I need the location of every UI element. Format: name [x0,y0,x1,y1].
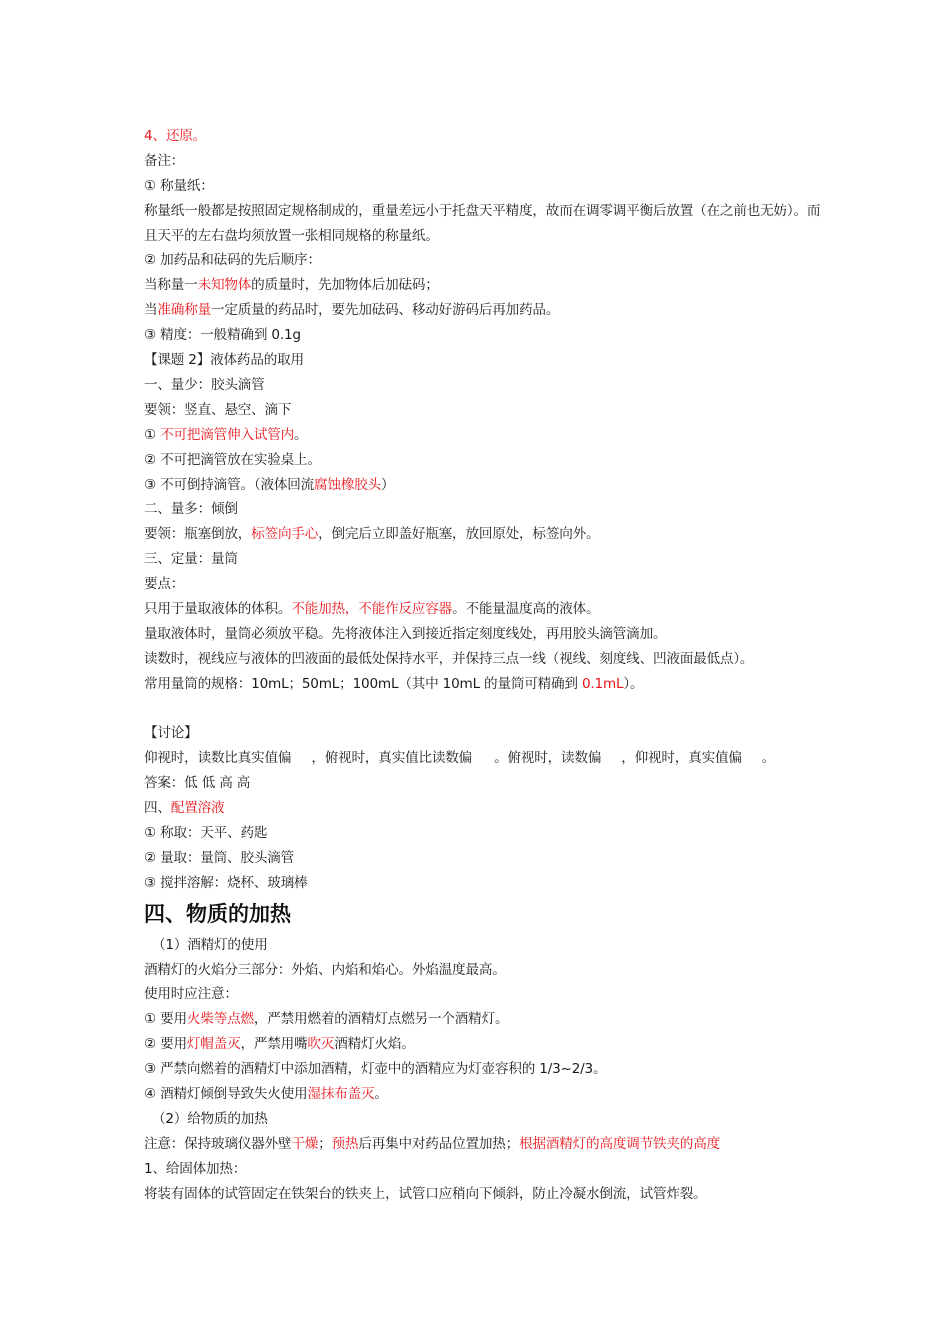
usage-notes-heading: 使用时应注意： [144,986,238,1003]
text-segment: ① 要用 [144,1011,187,1028]
solution-step-3: ③ 搅拌溶解：烧杯、玻璃棒 [144,874,308,891]
highlight-text: 火柴等点燃 [186,1011,254,1028]
text-segment: ； [318,1135,332,1152]
highlight-text: 准确称量 [157,302,211,319]
flame-parts: 酒精灯的火焰分三部分：外焰、内焰和焰心。外焰温度最高。 [144,961,506,978]
text-segment: 的质量时，先加物体后加砝码； [251,277,439,294]
highlight-text: 灯帽盖灭 [186,1036,241,1053]
text-segment: 。 [294,426,308,443]
discussion-heading: 【讨论】 [144,725,198,742]
discussion-question [144,746,824,771]
blank-line [144,697,824,722]
solution-step-2: ② 量取：量筒、胶头滴管 [144,849,295,866]
text-segment: 酒精灯火焰。 [334,1036,415,1053]
order-heading: ② 加药品和砝码的先后顺序： [144,252,321,269]
cylinder-measuring: 量取液体时，量筒必须放平稳。先将液体注入到接近指定刻度线处，再用胶头滴管滴加。 [144,625,667,642]
text-segment: ④ 酒精灯倾倒导致失火使用 [144,1085,308,1102]
text-segment: 。 [761,750,776,767]
step-4-restore: 4、还原。 [144,128,207,144]
order-accurate-weighing [144,298,824,323]
highlight-text: 0.1mL [581,675,624,692]
cylinder-reading: 读数时，视线应与液体的凹液面的最低处保持水平，并保持三点一线（视线、刻度线、凹液面最低点）。 [144,650,754,667]
text-segment: ） [381,476,395,493]
highlight-text: 标签向手心 [251,526,319,543]
text-segment: 要领：瓶塞倒放， [144,526,252,543]
small-amount-heading: 一、量少：胶头滴管 [144,376,265,393]
text-segment: 当称量一 [144,277,198,294]
large-amount-heading: 二、量多：倾倒 [144,501,238,518]
solution-step-1: ① 称取：天平、药匙 [144,824,268,841]
solution-heading [144,796,824,821]
highlight-text: 根据酒精灯的高度调节铁夹的高度 [519,1135,720,1152]
text-segment: ，严禁用嘴 [240,1036,308,1053]
document-content [144,124,824,1206]
precision-note: ③ 精度：一般精确到 0.1g [144,327,301,344]
cylinder-usage [144,597,824,622]
lamp-rule-2 [144,1032,824,1057]
text-segment: ① [144,426,161,443]
highlight-text: 湿抹布盖灭 [307,1085,375,1102]
text-segment: ，仰视时，真实值偏 [621,750,742,767]
text-segment: 当 [144,302,158,319]
heating-substances-heading: （2）给物质的加热 [152,1110,268,1127]
highlight-text: 吹灭 [307,1036,335,1053]
text-segment: 一定质量的药品时，要先加砝码、移动好游码后再加药品。 [210,302,560,319]
text-segment: ，严禁用燃着的酒精灯点燃另一个酒精灯。 [253,1011,509,1028]
text-segment: 常用量筒的规格：10mL；50mL；100mL（其中 10mL 的量筒可精确到 [144,675,582,692]
highlight-text: 未知物体 [197,277,252,294]
text-segment: 只用于量取液体的体积。 [144,600,292,617]
dropper-rule-2: ② 不可把滴管放在实验桌上。 [144,451,321,468]
highlight-text: 干燥 [291,1135,319,1152]
text-segment: 。俯视时，读数偏 [494,750,602,767]
lamp-rule-3: ③ 严禁向燃着的酒精灯中添加酒精，灯壶中的酒精应为灯壶容积的 1/3~2/3。 [144,1061,607,1078]
discussion-answer: 答案：低 低 高 高 [144,775,251,792]
weighing-paper-paragraph: 称量纸一般都是按照固定规格制成的，重量差远小于托盘天平精度，故而在调零调平衡后放置（在之前也无妨）。而且天平的左右盘均须放置一张相同规格的称量纸。 [144,202,821,244]
order-unknown-object [144,273,824,298]
text-segment: 仰视时，读数比真实值偏 [144,750,292,767]
text-segment: ）。 [623,675,644,692]
pouring-key-points [144,522,824,547]
text-segment: 。不能量温度高的液体。 [452,600,600,617]
lamp-rule-1 [144,1007,824,1032]
solid-heating-paragraph: 将装有固体的试管固定在铁架台的铁夹上，试管口应稍向下倾斜，防止冷凝水倒流，试管炸裂。 [144,1185,707,1202]
text-segment: 注意：保持玻璃仪器外壁 [144,1135,292,1152]
solid-heating-heading: 1、给固体加热： [144,1160,247,1177]
text-segment: 。 [374,1085,388,1102]
text-segment: ，倒完后立即盖好瓶塞，放回原处，标签向外。 [318,526,600,543]
highlight-text: 预热 [331,1135,359,1152]
note-weighing-paper: ① 称量纸： [144,177,214,194]
alcohol-lamp-heading: （1）酒精灯的使用 [152,936,268,953]
heating-notes [144,1132,824,1157]
note-heading: 备注： [144,152,185,169]
lamp-rule-4 [144,1082,824,1107]
highlight-text: 不可把滴管伸入试管内 [160,426,295,443]
text-segment: 四、 [144,800,171,817]
topic-2-title: 【课题 2】液体药品的取用 [144,352,304,369]
cylinder-specs [144,672,824,697]
key-points-label: 要点： [144,576,185,593]
text-segment: ③ 不可倒持滴管。（液体回流 [144,476,315,493]
text-segment: 后再集中对药品位置加热； [358,1135,520,1152]
text-segment: ，俯视时，真实值比读数偏 [311,750,473,767]
measuring-heading: 三、定量：量筒 [144,551,238,568]
highlight-text: 配置溶液 [170,800,225,817]
small-amount-key-points: 要领：竖直、悬空、滴下 [144,401,292,418]
dropper-rule-3 [144,473,824,498]
highlight-text: 腐蚀橡胶头 [314,476,382,493]
highlight-text: 不能加热，不能作反应容器 [291,600,453,617]
section-heading-heating: 四、物质的加热 [144,901,291,926]
dropper-rule-1 [144,423,824,448]
text-segment: ② 要用 [144,1036,187,1053]
